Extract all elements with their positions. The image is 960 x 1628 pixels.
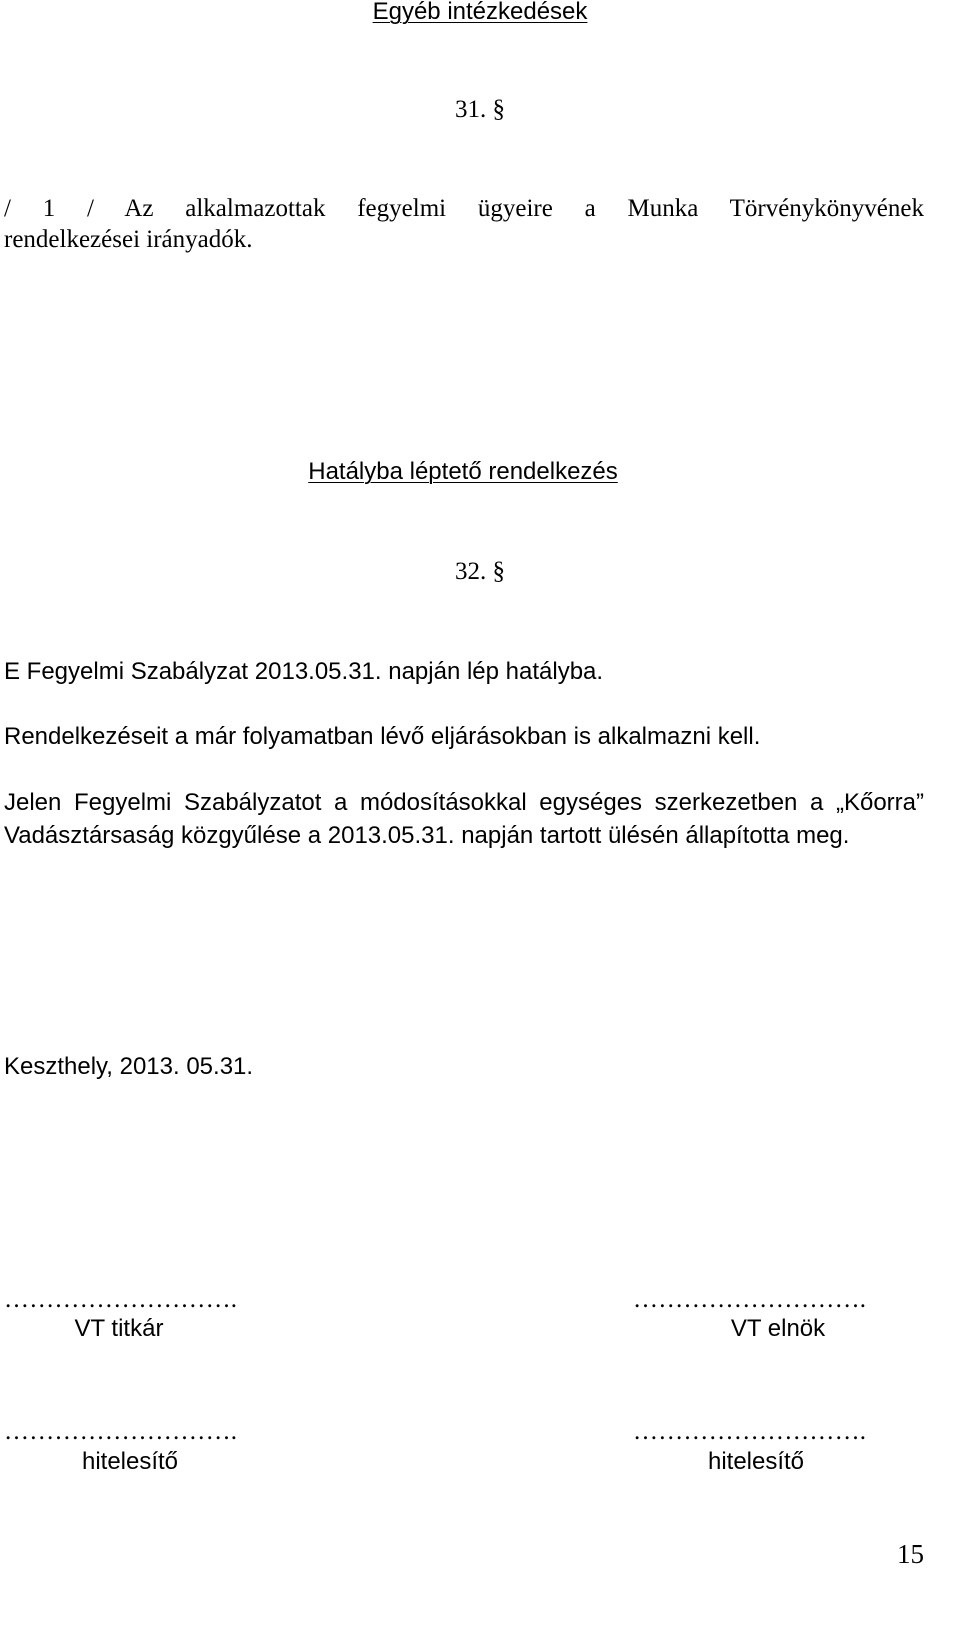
- section-heading-effective-provision: Hatályba léptető rendelkezés: [308, 458, 618, 485]
- signature-line-secretary: ……………………….: [4, 1286, 238, 1313]
- signature-role-authenticator-2: hitelesítő: [707, 1448, 805, 1475]
- signature-role-president: VT elnök: [730, 1315, 826, 1342]
- apply-pending-proceedings-line: Rendelkezéseit a már folyamatban lévő eljárásokban is alkalmazni kell.: [4, 723, 761, 750]
- signature-line-authenticator-2: ……………………….: [633, 1418, 867, 1445]
- signature-role-authenticator-1: hitelesítő: [81, 1448, 179, 1475]
- signature-line-authenticator-1: ……………………….: [4, 1418, 238, 1445]
- effective-date-line: E Fegyelmi Szabályzat 2013.05.31. napján lép hatályba.: [4, 658, 604, 685]
- paragraph-number-32: 32. §: [455, 558, 505, 585]
- adoption-line-1: Jelen Fegyelmi Szabályzatot a módosításokkal egységes szerkezetben a „Kőorra”: [4, 789, 924, 816]
- page-number: 15: [897, 1539, 924, 1569]
- place-and-date: Keszthely, 2013. 05.31.: [4, 1053, 254, 1080]
- paragraph-number-31: 31. §: [455, 96, 505, 123]
- paragraph-31-line-1: / 1 / Az alkalmazottak fegyelmi ügyeire a Munka Törvénykönyvének: [4, 195, 924, 222]
- section-heading-other-measures: Egyéb intézkedések: [372, 0, 588, 25]
- adoption-line-2: Vadásztársaság közgyűlése a 2013.05.31. napján tartott ülésén állapította meg.: [4, 822, 850, 849]
- signature-role-secretary: VT titkár: [74, 1315, 164, 1342]
- signature-line-president: ……………………….: [633, 1286, 867, 1313]
- paragraph-31-line-2: rendelkezései irányadók.: [4, 226, 253, 253]
